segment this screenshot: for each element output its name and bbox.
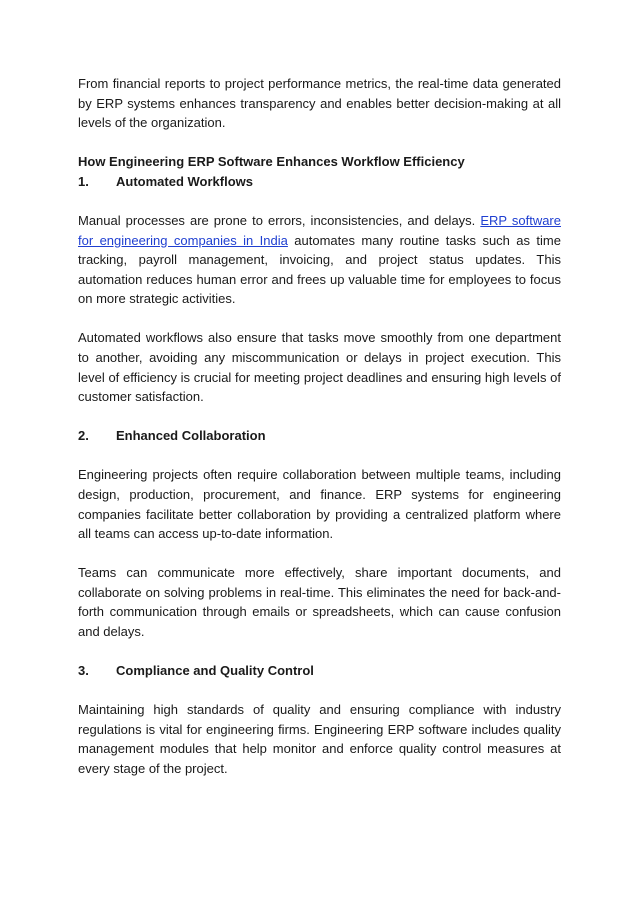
section-2-number: 2. [78,428,89,444]
section-1-paragraph-2: Automated workflows also ensure that tasks move smoothly from one department to another, avoiding any miscommunication or delays in project execution. This level of efficiency is crucial for meeting project deadlines and ensuring high levels of customer satisfaction. [78,330,561,405]
section-2-title: Enhanced Collaboration [116,428,266,444]
erp-software-link[interactable]: ERP software for engineering companies in India [78,212,561,248]
section-1-heading [78,172,561,192]
intro-paragraph: From financial reports to project performance metrics, the real-time data generated by ERP systems enhances transparency and enables better decision-making at all levels of the organization. [78,76,561,131]
section-2-paragraph-1: Engineering projects often require collaboration between multiple teams, including design, production, procurement, and finance. ERP systems for engineering companies facilitate better collaboration by providing a centralized platform where all teams can access up-to-date information. [78,467,561,542]
document-page [78,74,561,779]
main-heading: How Engineering ERP Software Enhances Workflow Efficiency [78,154,465,170]
section-3-number: 3. [78,663,89,679]
section-1-title: Automated Workflows [116,173,253,189]
section-3-heading [78,661,561,681]
section-3-title: Compliance and Quality Control [116,663,314,679]
section-3-paragraph-1: Maintaining high standards of quality and ensuring compliance with industry regulations is vital for engineering firms. Engineering ERP software includes quality management modules that help monitor and enforce quality control measures at every stage of the project. [78,702,561,777]
section-1-number: 1. [78,173,89,189]
section-2-heading [78,426,561,446]
section-1-p1-end: automates many routine tasks such as time tracking, payroll management, invoicing, and project status updates. This automation reduces human error and frees up valuable time for employees to focus on more strategic activities. [78,232,561,307]
section-1-paragraph-1 [78,211,561,309]
section-2-paragraph-2: Teams can communicate more effectively, share important documents, and collaborate on solving problems in real-time. This eliminates the need for back-and-forth communication through emails or spreadsheets, which can cause confusion and delays. [78,565,561,640]
section-1-p1-start: Manual processes are prone to errors, inconsistencies, and delays. [78,212,481,228]
